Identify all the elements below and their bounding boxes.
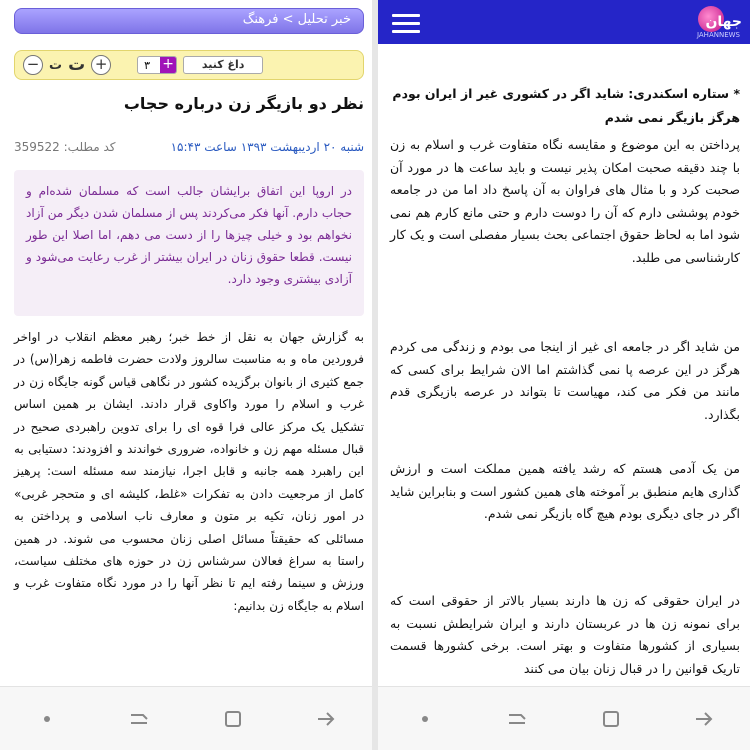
article-body: به گزارش جهان به نقل از خط خبر؛ رهبر معظم انقلاب در اواخر فروردین ماه و به مناسبت سالروز ولادت حضرت فاطمه زهرا(س) در جمع کثیری از بانوان برگزیده کشور در نگاهی قیاس گونه جایگاه زن در غرب و اسلام را مورد واکاوی قرار دادند. ایشان بر همین اساس تشکیل یک مرکز عالی فرا قوه ای را برای تدوین راهبردی صحیح در قبال مسئله مهم زن و خانواده، ضروری خواندند و افزودند: دستیابی به این راهبرد همه جانبه و قابل اجرا، نیازمند سه مسئله است: پرهیز کامل از مرجعیت دادن به تفکرات «غلط، کلیشه ای و متحجر غربی» در امور زنان، تکیه بر متون و معارف ناب اسلامی و پرداختن به مسائلی که حقیقتاً مسائل اصلی زنان محسوب می شوند. در همین راستا به سراغ فعالان سرشناس زن در حوزه های مختلف سیاست، ورزش و سینما رفته ایم تا نظر آنها را در مورد نگاه متفاوت غرب و اسلام به جایگاه زن بدانیم: [14, 330, 364, 613]
home-icon[interactable] [591, 699, 631, 739]
paragraph-1: پرداختن به این موضوع و مقایسه نگاه متفاوت غرب و اسلام به زن با چند دقیقه صحبت امکان پذیر نیست و باید ساعت ها در مورد آن صحبت کرد و با مثال های فراوان به آن پاسخ داد اما من در جامعه خودم پوششی دارم که آن را دوست دارم و حتی مانع کارم هم نمی شود اما به لحاظ حقوق اجتماعی بحث بسیار مفصلی است و یک کار کارشناسی می طلبد. [390, 137, 740, 265]
article-meta [14, 140, 364, 156]
zoom-out-button[interactable]: − [23, 55, 43, 75]
hot-button[interactable]: داغ کنید [183, 56, 263, 74]
font-large-button[interactable]: ت [68, 55, 86, 75]
article-lead: در اروپا این اتفاق برایشان جالب است که مسلمان شده‌ام و حجاب دارم. آنها فکر می‌کردند پس از مسلمان شدن دیگر من آزاد نخواهم بود و خیلی چیزها را از دست می دهم، اما اصلا این طور نیست. قطعا حقوق زنان در ایران بیشتر از غرب رعایت می‌شود و آزادی بیشتری وجود دارد. [14, 170, 364, 316]
back-arrow-icon[interactable] [306, 699, 346, 739]
left-screenshot [0, 0, 372, 750]
dot-icon[interactable] [27, 699, 67, 739]
article-toolbar [14, 50, 364, 80]
menu-icon[interactable] [392, 14, 420, 32]
right-screenshot [378, 0, 750, 750]
hot-count-value: ۳ [144, 58, 151, 72]
back-arrow-icon[interactable] [684, 699, 724, 739]
article-code: کد مطلب: 359522 [14, 140, 116, 154]
recent-apps-icon[interactable] [498, 699, 538, 739]
plus-icon[interactable]: + [160, 56, 176, 74]
quote-heading: * ستاره اسکندری: شاید اگر در کشوری غیر از ایران بودم هرگز بازیگر نمی شدم [392, 86, 740, 125]
paragraph-4: در ایران حقوقی که زن ها دارند بسیار بالاتر از حقوقی است که برای نمونه زن ها در عربستان دارند و ایران شرایطش نسبت به بسیاری از کشورها متفاوت و بهتر است. برخی کشورها قسمت تاریک قوانین را در قبال زنان بیان می کنند [390, 593, 740, 676]
home-icon[interactable] [213, 699, 253, 739]
logo-text: جهان [705, 14, 742, 30]
recent-apps-icon[interactable] [120, 699, 160, 739]
zoom-in-button[interactable]: + [91, 55, 111, 75]
page-title: نظر دو بازیگر زن درباره حجاب [123, 94, 364, 113]
paragraph-2: من شاید اگر در جامعه ای غیر از اینجا می بودم و زندگی می کردم هرگز در این عرصه پا نمی گذاشتم اما الان شرایط برای کسی که مانند من فکر می کند، مهیاست تا بتواند در عرصه بازیگری قدم بگذارد. [390, 339, 740, 422]
dot-icon[interactable] [405, 699, 445, 739]
android-nav-bar [378, 686, 750, 750]
font-small-button[interactable]: ت [49, 57, 63, 73]
android-nav-bar [0, 686, 372, 750]
site-logo[interactable] [694, 4, 744, 44]
publish-date: شنبه ۲۰ اردیبهشت ۱۳۹۳ ساعت ۱۵:۴۳ [170, 140, 364, 154]
hot-count [137, 56, 177, 74]
logo-subtext: JAHANNEWS [696, 31, 740, 39]
paragraph-3: من یک آدمی هستم که رشد یافته همین مملکت است و ارزش گذاری هایم منطبق بر آموخته های همین کشور است و بنابراین شاید اگر در جای دیگری بودم هیچ گاه بازیگر نمی شدم. [390, 461, 740, 521]
breadcrumb[interactable]: خبر تحلیل > فرهنگ [14, 8, 364, 34]
app-header [378, 0, 750, 44]
